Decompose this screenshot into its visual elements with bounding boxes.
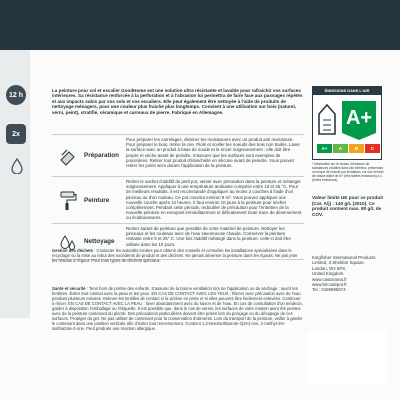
scale-b: B	[349, 144, 364, 153]
safety-body: : Tenir hors de portée des enfants. S'assurer de la bonne ventilation lors de l'application ou du séchage : ouvrir les fenêtres. Éviter tout contact avec la peau et les yeux. EN CAS DE CONTACT AVEC LES YEUX : Rincer avec précaution avec de l'eau pendant plusieurs minutes. Enlever les lentilles de contact si la victime en porte et si elles peuvent être facilement enlevées. Continuer à rincer. EN CAS DE CONTACT AVEC LA PEAU : laver abondamment avec du savon et de l'eau. En cas de consultation d'un médecin, garder à disposition l'emballage ou l'étiquette. Il est possible que, dans le cas de vernis, les surfaces de votre maison aient été peintes avec de la peinture contenant du plomb. Des précautions particulières doivent être prises lors du ponçage ou du décapage de ces surfaces. Protéger du gel. Ne pas utiliser de contenant pour la conservation d'aliments. Lors du transport de la peinture, veiller à garder le contenant dans une position verticale afin d'éviter tout renversement. Contient 1,2-benzisothiazole-3(2H)-one, 2-méthyl-2H-isothiazole-3-one. Peut produire une réaction allergique.	[52, 286, 303, 331]
step-row-painting	[52, 177, 304, 224]
grade-badge	[340, 99, 378, 141]
voc-limit-text: Valeur limite UE pour ce produit (Cat. A/j) : 140 g/L (2010). Ce produit contient max. 80 g/L de COV.	[312, 195, 384, 217]
step-title: Préparation	[84, 152, 119, 159]
two-coats-label: 2x	[12, 130, 20, 138]
waste-title: Gestion des déchets	[52, 248, 93, 253]
sanding-block-icon	[52, 135, 84, 176]
water-drop-icon	[11, 158, 23, 174]
step-title: Nettoyage	[84, 238, 115, 245]
waste-body: : Contacter les autorités locales pour obtenir des conseils et connaître les installations spécialisées dans le recyclage ou la mise au rebut des excédents de produit et des déchets. Ne jamais déverser la peinture dans les égouts. Ne pas jeter les résidus à l'égout. Pour tous types de déchets spéciaux.	[52, 248, 298, 263]
step-text: Retirer le sachet d'additif du petit pot, verser avec précaution dans la peinture et mélanger soigneusement. Appliquer à une température ambiante comprise entre 10 et 25 °C. Pour de meilleurs résultats, il est recommandé d'appliquer au moins 2 couches à l'aide d'un pinceau ou d'un rouleau. Ce pot couvrira environ 9 m². Vous pouvez appliquer une nouvelle couche après 12 heures. Il faut environ 10 jours à la peinture pour sécher complètement. Pendant cette période, redoubler de précaution pour l'entretien de la nouvelle peinture en essuyant immédiatement et délicatement toute trace de déversement ou éclaboussures.	[126, 179, 302, 221]
instructions-table	[52, 134, 304, 260]
two-coats-icon	[6, 124, 26, 144]
grade-value: A+	[345, 107, 373, 129]
house-icon	[317, 100, 337, 140]
recoat-time-icon	[6, 85, 26, 105]
scale-a: A	[333, 144, 348, 153]
emission-footnote: * Information sur le niveau d'émission de substances volatiles dans l'air intérieur, présentant un risque de toxicité par inhalation, sur une échelle de classe allant de A+ (très faibles émissions) à C (fortes émissions).	[312, 162, 384, 182]
address-line: Kingfisher International Products	[312, 255, 376, 260]
indoor-emission-label	[312, 86, 382, 160]
address-line: London, W2 6PX,	[312, 265, 347, 271]
website-link: www.castorama.fr	[312, 276, 347, 282]
recoat-time-label: 12 h	[8, 91, 23, 99]
paint-roller-icon	[52, 177, 84, 223]
waste-management-text	[52, 248, 304, 263]
step-text: Retirer autant de peinture que possible de votre matériel de peinture. Nettoyer les pinceaux et les rouleaux avec de l'eau savonneuse chaude. Conserver la peinture restante entre 5 et 25° C. Une fois l'additif mélangé dans la peinture, celle-ci doit être utilisée dans les 10 jours.	[126, 226, 291, 247]
manufacturer-address	[312, 255, 396, 293]
step-text: Pour préparer les carrelages, éliminer les moisissures avec un produit anti moisissure. Pour préparer le bois, retirer la cire. Piolir et sceller les noeuds des bois non traités. Laver la surface avec un produit à base de soude et la rincer soigneusement : elle doit être propre et sèche avant de peindre. S'assurer que les surfaces sont exemptes de poussières. Retirer tout produit d'étanchéité en silicone avant de peindre. Vous pouvez retirer les joints secs durant l'application de la peinture.	[126, 137, 301, 169]
emission-header: ÉMISSIONS DANS L'AIR INTÉRIEUR*	[313, 87, 381, 95]
top-color-band	[0, 0, 400, 50]
health-safety-text	[52, 286, 304, 331]
address-line: Limited, 3 Sheldon Square,	[312, 260, 365, 266]
blank-barcode-area	[307, 332, 387, 384]
product-description: La peinture pour sol et escalier GoodHome est une solution ultra résistante et lavable pour rafraichir vos surfaces intérieures. Sa résistance renforcée à la perforation et à l'abrasion lui permettra de faire face aux passages répétés et aux impacts subis par vos sols et vos escaliers. Elle peut également être nettoyée à l'aide de produits de nettoyage ménagers, pour une couleur plus fraiche plus longtemps. Convient à une utilisation sur bois (naturel, verni, peint), stratifié, céramique et carreaux de pierre. Fabriqué en Allemagne.	[52, 88, 303, 115]
emission-scale	[317, 144, 380, 153]
step-title: Peinture	[84, 196, 110, 204]
safety-title: Santé et sécurité	[52, 286, 86, 291]
website-link: www.bricodepot.fr	[312, 282, 347, 288]
step-row-preparation	[52, 135, 304, 177]
scale-a-plus: A+	[317, 144, 332, 153]
address-line: United Kingdom.	[312, 271, 345, 277]
scale-c: C	[365, 144, 380, 153]
phone-number: Tel : 0186995574	[312, 287, 346, 293]
